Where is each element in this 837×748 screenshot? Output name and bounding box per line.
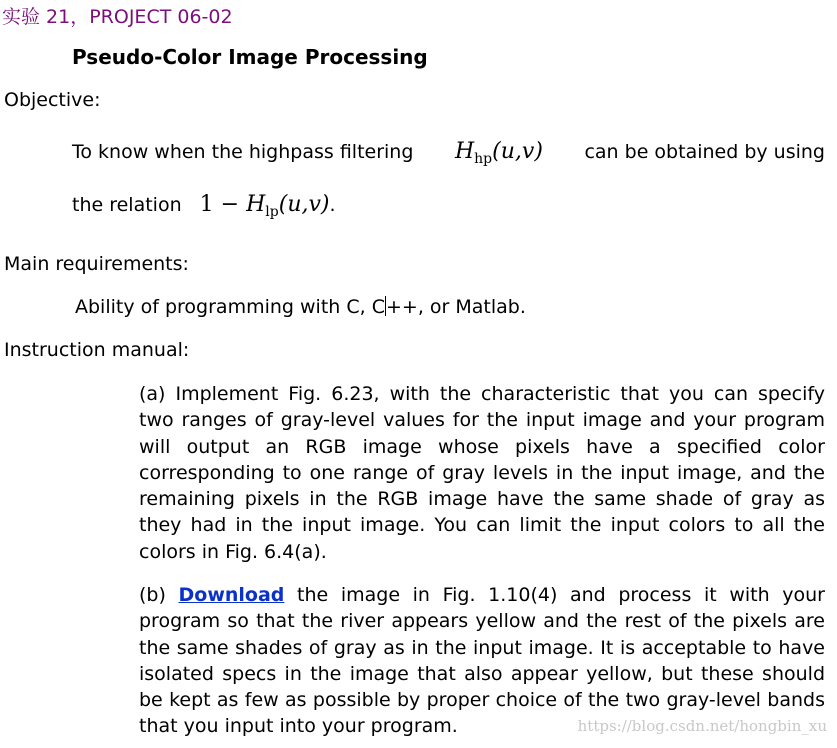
lp-symbol: H [246,192,266,217]
objective-line-2 [72,192,336,220]
objective-line1-suffix: can be obtained by using [584,141,825,163]
hp-args: (u,v) [492,139,543,164]
instruction-part-a: (a) Implement Fig. 6.23, with the characteristic that you can specify two ranges of gray-level values for the input image and your program will output an RGB image whose pixels have a specified color corresponding to one range of gray levels in the input image, and the remaining pixels in the RGB image have the same shade of gray as they had in the input image. You can limit the input colors to all the colors in Fig. 6.4(a). [139,383,825,563]
requirements-text-part1: Ability of programming with C, C [75,296,385,318]
page-title: Pseudo-Color Image Processing [72,45,428,69]
objective-line2-prefix: the relation [72,194,182,216]
lowpass-formula [199,192,330,220]
hp-symbol: H [454,139,475,164]
document-header: 实验 21，PROJECT 06-02 [2,6,233,28]
requirements-text-part2: ++, or Matlab. [385,296,526,318]
instruction-manual-heading: Instruction manual: [4,339,190,361]
requirements-text [75,296,526,318]
watermark: https://blog.csdn.net/hongbin_xu [577,717,827,735]
lp-args: (u,v) [278,192,330,217]
highpass-formula [455,139,543,167]
one-minus: 1 − [199,192,240,217]
lp-subscript: lp [265,204,279,220]
objective-line-1 [72,139,825,167]
objective-line2-end: . [329,194,336,216]
part-b-prefix: (b) [139,584,179,606]
part-b-rest: the image in Fig. 1.10(4) and process it with your program so that the river appears yellow and the rest of the pixels are the same shades of gray as in the input image. It is acceptable to have isolated specs in the image that also appear yellow, but these should be kept as few as possible by proper choice of the two gray-level bands that you input into your program. [139,584,825,738]
objective-heading: Objective: [4,89,101,111]
download-link[interactable]: Download [178,584,285,606]
hp-subscript: hp [474,151,493,167]
main-requirements-heading: Main requirements: [4,253,189,275]
objective-line1-prefix: To know when the highpass filtering [72,141,414,163]
